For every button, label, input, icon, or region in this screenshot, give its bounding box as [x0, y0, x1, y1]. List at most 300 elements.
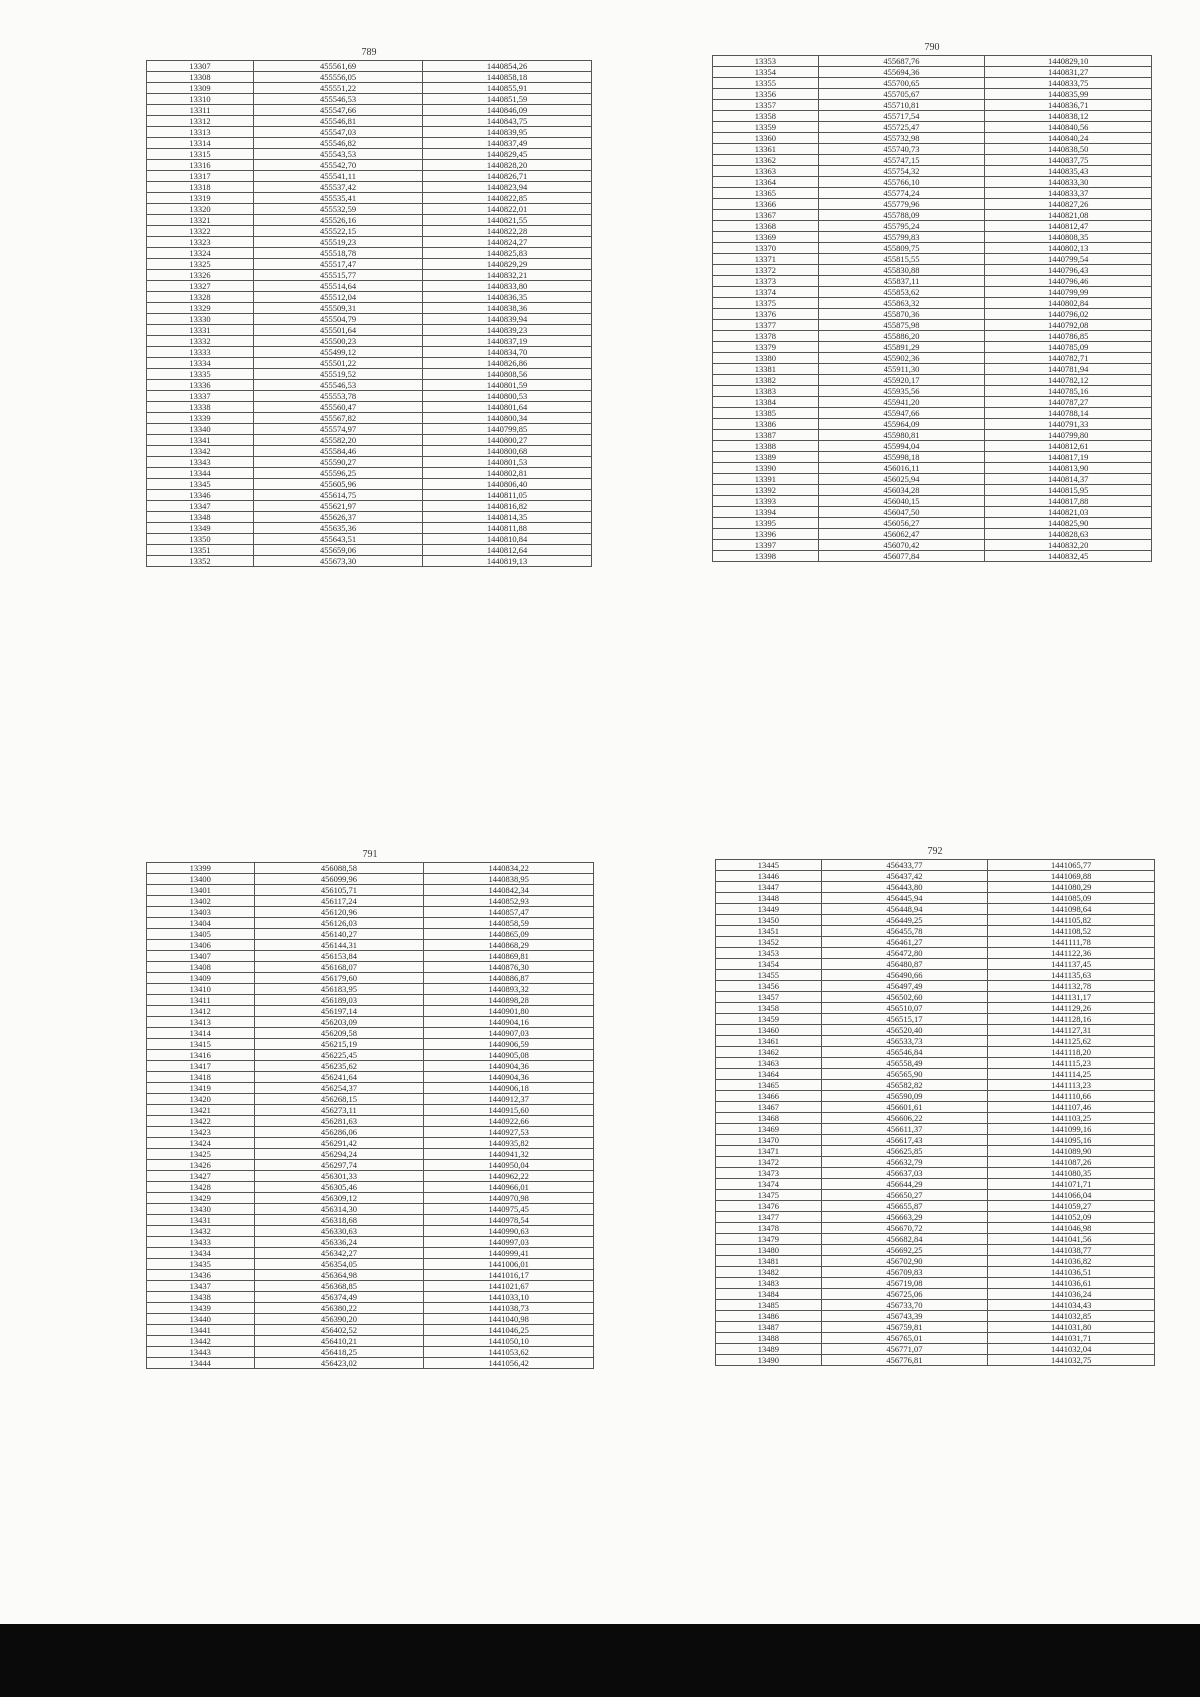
point-number-cell: 13328 [147, 292, 254, 303]
point-number-cell: 13399 [147, 863, 255, 874]
x-coordinate-cell: 455935,56 [818, 386, 985, 397]
x-coordinate-cell: 456203,09 [254, 1017, 424, 1028]
y-coordinate-cell: 1440826,86 [423, 358, 592, 369]
table-row [147, 182, 592, 193]
y-coordinate-cell: 1440823,94 [423, 182, 592, 193]
table-row [147, 259, 592, 270]
y-coordinate-cell: 1441099,16 [988, 1124, 1155, 1135]
x-coordinate-cell: 455809,75 [818, 243, 985, 254]
x-coordinate-cell: 456719,08 [821, 1278, 988, 1289]
y-coordinate-cell: 1440846,09 [423, 105, 592, 116]
point-number-cell: 13477 [716, 1212, 822, 1223]
point-number-cell: 13349 [147, 523, 254, 534]
point-number-cell: 13404 [147, 918, 255, 929]
point-number-cell: 13394 [713, 507, 819, 518]
point-number-cell: 13353 [713, 56, 819, 67]
x-coordinate-cell: 455547,66 [254, 105, 423, 116]
point-number-cell: 13406 [147, 940, 255, 951]
y-coordinate-cell: 1440941,32 [424, 1149, 594, 1160]
point-number-cell: 13418 [147, 1072, 255, 1083]
y-coordinate-cell: 1440857,47 [424, 907, 594, 918]
point-number-cell: 13330 [147, 314, 254, 325]
y-coordinate-cell: 1440817,19 [985, 452, 1152, 463]
table-row [147, 556, 592, 567]
x-coordinate-cell: 455626,37 [254, 512, 423, 523]
point-number-cell: 13411 [147, 995, 255, 1006]
y-coordinate-cell: 1440825,83 [423, 248, 592, 259]
table-row [147, 1127, 594, 1138]
x-coordinate-cell: 456215,19 [254, 1039, 424, 1050]
point-number-cell: 13462 [716, 1047, 822, 1058]
y-coordinate-cell: 1441031,80 [988, 1322, 1155, 1333]
table-row [147, 1116, 594, 1127]
table-row [147, 83, 592, 94]
table-row [716, 1223, 1155, 1234]
point-number-cell: 13313 [147, 127, 254, 138]
point-number-cell: 13422 [147, 1116, 255, 1127]
x-coordinate-cell: 455501,22 [254, 358, 423, 369]
y-coordinate-cell: 1440840,24 [985, 133, 1152, 144]
point-number-cell: 13451 [716, 926, 822, 937]
x-coordinate-cell: 456546,84 [821, 1047, 988, 1058]
y-coordinate-cell: 1441085,09 [988, 893, 1155, 904]
x-coordinate-cell: 455526,16 [254, 215, 423, 226]
y-coordinate-cell: 1440808,56 [423, 369, 592, 380]
x-coordinate-cell: 456144,31 [254, 940, 424, 951]
point-number-cell: 13352 [147, 556, 254, 567]
point-number-cell: 13435 [147, 1259, 255, 1270]
point-number-cell: 13428 [147, 1182, 255, 1193]
point-number-cell: 13467 [716, 1102, 822, 1113]
table-row [716, 1036, 1155, 1047]
y-coordinate-cell: 1441129,26 [988, 1003, 1155, 1014]
table-row [147, 1314, 594, 1325]
x-coordinate-cell: 456354,05 [254, 1259, 424, 1270]
point-number-cell: 13308 [147, 72, 254, 83]
point-number-cell: 13339 [147, 413, 254, 424]
y-coordinate-cell: 1440997,03 [424, 1237, 594, 1248]
y-coordinate-cell: 1441114,25 [988, 1069, 1155, 1080]
point-number-cell: 13307 [147, 61, 254, 72]
x-coordinate-cell: 456650,27 [821, 1190, 988, 1201]
y-coordinate-cell: 1440907,03 [424, 1028, 594, 1039]
point-number-cell: 13408 [147, 962, 255, 973]
point-number-cell: 13327 [147, 281, 254, 292]
x-coordinate-cell: 456062,47 [818, 529, 985, 540]
y-coordinate-cell: 1440782,12 [985, 375, 1152, 386]
y-coordinate-cell: 1440836,35 [423, 292, 592, 303]
x-coordinate-cell: 455994,04 [818, 441, 985, 452]
table-row [147, 336, 592, 347]
table-row [147, 896, 594, 907]
y-coordinate-cell: 1441032,85 [988, 1311, 1155, 1322]
table-row [147, 369, 592, 380]
x-coordinate-cell: 456449,25 [821, 915, 988, 926]
table-row [713, 265, 1152, 276]
table-row [716, 970, 1155, 981]
point-number-cell: 13389 [713, 452, 819, 463]
y-coordinate-cell: 1441069,88 [988, 871, 1155, 882]
point-number-cell: 13475 [716, 1190, 822, 1201]
y-coordinate-cell: 1440869,81 [424, 951, 594, 962]
point-number-cell: 13454 [716, 959, 822, 970]
y-coordinate-cell: 1441110,66 [988, 1091, 1155, 1102]
y-coordinate-cell: 1441089,90 [988, 1146, 1155, 1157]
table-row [713, 89, 1152, 100]
table-row [716, 1267, 1155, 1278]
table-row [147, 380, 592, 391]
table-row [147, 446, 592, 457]
x-coordinate-cell: 456611,37 [821, 1124, 988, 1135]
point-number-cell: 13478 [716, 1223, 822, 1234]
y-coordinate-cell: 1440812,61 [985, 441, 1152, 452]
y-coordinate-cell: 1440975,45 [424, 1204, 594, 1215]
table-row [147, 973, 594, 984]
y-coordinate-cell: 1440935,82 [424, 1138, 594, 1149]
table-row [716, 1245, 1155, 1256]
x-coordinate-cell: 456510,07 [821, 1003, 988, 1014]
x-coordinate-cell: 456056,27 [818, 518, 985, 529]
x-coordinate-cell: 455694,36 [818, 67, 985, 78]
point-number-cell: 13333 [147, 347, 254, 358]
table-row [713, 243, 1152, 254]
point-number-cell: 13487 [716, 1322, 822, 1333]
x-coordinate-cell: 456318,68 [254, 1215, 424, 1226]
table-row [713, 56, 1152, 67]
point-number-cell: 13458 [716, 1003, 822, 1014]
y-coordinate-cell: 1441065,77 [988, 860, 1155, 871]
y-coordinate-cell: 1441066,04 [988, 1190, 1155, 1201]
point-number-cell: 13356 [713, 89, 819, 100]
page-block-791 [146, 848, 594, 1369]
table-row [716, 893, 1155, 904]
y-coordinate-cell: 1440802,84 [985, 298, 1152, 309]
y-coordinate-cell: 1440905,08 [424, 1050, 594, 1061]
y-coordinate-cell: 1440950,04 [424, 1160, 594, 1171]
point-number-cell: 13449 [716, 904, 822, 915]
point-number-cell: 13375 [713, 298, 819, 309]
x-coordinate-cell: 455795,24 [818, 221, 985, 232]
y-coordinate-cell: 1440868,29 [424, 940, 594, 951]
table-row [716, 1212, 1155, 1223]
x-coordinate-cell: 456235,62 [254, 1061, 424, 1072]
x-coordinate-cell: 455532,59 [254, 204, 423, 215]
point-number-cell: 13379 [713, 342, 819, 353]
point-number-cell: 13325 [147, 259, 254, 270]
point-number-cell: 13385 [713, 408, 819, 419]
table-row [147, 1270, 594, 1281]
point-number-cell: 13434 [147, 1248, 255, 1259]
y-coordinate-cell: 1440796,43 [985, 265, 1152, 276]
x-coordinate-cell: 456047,50 [818, 507, 985, 518]
y-coordinate-cell: 1441016,17 [424, 1270, 594, 1281]
x-coordinate-cell: 456702,90 [821, 1256, 988, 1267]
y-coordinate-cell: 1440839,94 [423, 314, 592, 325]
table-row [147, 248, 592, 259]
x-coordinate-cell: 456472,80 [821, 948, 988, 959]
table-row [147, 1006, 594, 1017]
y-coordinate-cell: 1440865,09 [424, 929, 594, 940]
y-coordinate-cell: 1440854,26 [423, 61, 592, 72]
y-coordinate-cell: 1440962,22 [424, 1171, 594, 1182]
x-coordinate-cell: 455815,55 [818, 254, 985, 265]
table-row [713, 419, 1152, 430]
table-row [716, 1344, 1155, 1355]
point-number-cell: 13441 [147, 1325, 255, 1336]
table-row [147, 314, 592, 325]
coordinates-table [146, 60, 592, 567]
x-coordinate-cell: 456209,58 [254, 1028, 424, 1039]
table-row [716, 882, 1155, 893]
table-row [147, 1149, 594, 1160]
point-number-cell: 13340 [147, 424, 254, 435]
point-number-cell: 13331 [147, 325, 254, 336]
y-coordinate-cell: 1440791,33 [985, 419, 1152, 430]
page-number: 789 [361, 47, 377, 58]
scan-border [0, 1624, 1200, 1697]
point-number-cell: 13365 [713, 188, 819, 199]
table-row [713, 364, 1152, 375]
table-row [147, 116, 592, 127]
point-number-cell: 13326 [147, 270, 254, 281]
y-coordinate-cell: 1441087,26 [988, 1157, 1155, 1168]
point-number-cell: 13383 [713, 386, 819, 397]
point-number-cell: 13368 [713, 221, 819, 232]
point-number-cell: 13312 [147, 116, 254, 127]
x-coordinate-cell: 456709,83 [821, 1267, 988, 1278]
point-number-cell: 13488 [716, 1333, 822, 1344]
point-number-cell: 13452 [716, 937, 822, 948]
table-row [147, 402, 592, 413]
x-coordinate-cell: 455886,20 [818, 331, 985, 342]
x-coordinate-cell: 455643,51 [254, 534, 423, 545]
y-coordinate-cell: 1440840,56 [985, 122, 1152, 133]
table-row [716, 1080, 1155, 1091]
x-coordinate-cell: 456670,72 [821, 1223, 988, 1234]
table-row [713, 155, 1152, 166]
x-coordinate-cell: 455779,96 [818, 199, 985, 210]
table-row [716, 1190, 1155, 1201]
point-number-cell: 13370 [713, 243, 819, 254]
x-coordinate-cell: 456241,64 [254, 1072, 424, 1083]
table-row [147, 391, 592, 402]
x-coordinate-cell: 456294,24 [254, 1149, 424, 1160]
x-coordinate-cell: 456682,84 [821, 1234, 988, 1245]
x-coordinate-cell: 455517,47 [254, 259, 423, 270]
y-coordinate-cell: 1440858,18 [423, 72, 592, 83]
y-coordinate-cell: 1441034,43 [988, 1300, 1155, 1311]
table-row [147, 490, 592, 501]
table-row [713, 320, 1152, 331]
x-coordinate-cell: 456733,70 [821, 1300, 988, 1311]
point-number-cell: 13468 [716, 1113, 822, 1124]
y-coordinate-cell: 1440832,45 [985, 551, 1152, 562]
table-row [716, 1256, 1155, 1267]
x-coordinate-cell: 456601,61 [821, 1102, 988, 1113]
table-row [147, 940, 594, 951]
y-coordinate-cell: 1440843,75 [423, 116, 592, 127]
y-coordinate-cell: 1440799,54 [985, 254, 1152, 265]
point-number-cell: 13466 [716, 1091, 822, 1102]
table-row [716, 860, 1155, 871]
point-number-cell: 13483 [716, 1278, 822, 1289]
table-row [147, 1325, 594, 1336]
point-number-cell: 13401 [147, 885, 255, 896]
y-coordinate-cell: 1441080,35 [988, 1168, 1155, 1179]
coordinates-table [146, 862, 594, 1369]
x-coordinate-cell: 455546,81 [254, 116, 423, 127]
x-coordinate-cell: 456364,98 [254, 1270, 424, 1281]
x-coordinate-cell: 456189,03 [254, 995, 424, 1006]
table-row [716, 1278, 1155, 1289]
y-coordinate-cell: 1440827,26 [985, 199, 1152, 210]
point-number-cell: 13376 [713, 309, 819, 320]
x-coordinate-cell: 455546,53 [254, 94, 423, 105]
table-row [147, 1347, 594, 1358]
x-coordinate-cell: 456663,29 [821, 1212, 988, 1223]
table-row [147, 1138, 594, 1149]
x-coordinate-cell: 455687,76 [818, 56, 985, 67]
table-row [147, 413, 592, 424]
x-coordinate-cell: 455725,47 [818, 122, 985, 133]
point-number-cell: 13472 [716, 1157, 822, 1168]
point-number-cell: 13461 [716, 1036, 822, 1047]
x-coordinate-cell: 456374,49 [254, 1292, 424, 1303]
point-number-cell: 13359 [713, 122, 819, 133]
coordinates-table [715, 859, 1155, 1366]
x-coordinate-cell: 455504,79 [254, 314, 423, 325]
y-coordinate-cell: 1440811,05 [423, 490, 592, 501]
x-coordinate-cell: 456297,74 [254, 1160, 424, 1171]
table-row [147, 512, 592, 523]
point-number-cell: 13350 [147, 534, 254, 545]
y-coordinate-cell: 1440796,02 [985, 309, 1152, 320]
table-row [147, 1061, 594, 1072]
x-coordinate-cell: 456655,87 [821, 1201, 988, 1212]
table-row [147, 1303, 594, 1314]
y-coordinate-cell: 1440799,99 [985, 287, 1152, 298]
x-coordinate-cell: 456625,85 [821, 1146, 988, 1157]
x-coordinate-cell: 455499,12 [254, 347, 423, 358]
x-coordinate-cell: 455514,64 [254, 281, 423, 292]
x-coordinate-cell: 455537,42 [254, 182, 423, 193]
point-number-cell: 13374 [713, 287, 819, 298]
table-row [147, 1039, 594, 1050]
y-coordinate-cell: 1441108,52 [988, 926, 1155, 937]
y-coordinate-cell: 1441131,17 [988, 992, 1155, 1003]
table-row [716, 1091, 1155, 1102]
table-row [716, 1124, 1155, 1135]
table-row [147, 1028, 594, 1039]
point-number-cell: 13362 [713, 155, 819, 166]
x-coordinate-cell: 455875,98 [818, 320, 985, 331]
x-coordinate-cell: 455920,17 [818, 375, 985, 386]
y-coordinate-cell: 1440802,81 [423, 468, 592, 479]
point-number-cell: 13460 [716, 1025, 822, 1036]
table-row [147, 907, 594, 918]
table-row [713, 78, 1152, 89]
table-row [147, 435, 592, 446]
y-coordinate-cell: 1441122,36 [988, 948, 1155, 959]
y-coordinate-cell: 1440826,71 [423, 171, 592, 182]
page-block-790 [712, 41, 1152, 562]
table-row [713, 474, 1152, 485]
x-coordinate-cell: 456268,15 [254, 1094, 424, 1105]
y-coordinate-cell: 1441111,78 [988, 937, 1155, 948]
x-coordinate-cell: 455964,09 [818, 419, 985, 430]
table-row [713, 199, 1152, 210]
point-number-cell: 13413 [147, 1017, 255, 1028]
x-coordinate-cell: 455501,64 [254, 325, 423, 336]
table-row [147, 1248, 594, 1259]
point-number-cell: 13440 [147, 1314, 255, 1325]
x-coordinate-cell: 455547,03 [254, 127, 423, 138]
x-coordinate-cell: 456153,84 [254, 951, 424, 962]
point-number-cell: 13463 [716, 1058, 822, 1069]
y-coordinate-cell: 1441071,71 [988, 1179, 1155, 1190]
point-number-cell: 13405 [147, 929, 255, 940]
y-coordinate-cell: 1440835,43 [985, 166, 1152, 177]
point-number-cell: 13465 [716, 1080, 822, 1091]
x-coordinate-cell: 456314,30 [254, 1204, 424, 1215]
x-coordinate-cell: 455546,53 [254, 380, 423, 391]
y-coordinate-cell: 1440876,30 [424, 962, 594, 973]
table-row [147, 1237, 594, 1248]
x-coordinate-cell: 456126,03 [254, 918, 424, 929]
y-coordinate-cell: 1440838,12 [985, 111, 1152, 122]
table-row [713, 133, 1152, 144]
point-number-cell: 13436 [147, 1270, 255, 1281]
y-coordinate-cell: 1440836,71 [985, 100, 1152, 111]
table-row [713, 518, 1152, 529]
point-number-cell: 13360 [713, 133, 819, 144]
y-coordinate-cell: 1441059,27 [988, 1201, 1155, 1212]
x-coordinate-cell: 456034,28 [818, 485, 985, 496]
x-coordinate-cell: 455747,15 [818, 155, 985, 166]
y-coordinate-cell: 1440799,80 [985, 430, 1152, 441]
x-coordinate-cell: 455853,62 [818, 287, 985, 298]
table-row [147, 1204, 594, 1215]
point-number-cell: 13479 [716, 1234, 822, 1245]
y-coordinate-cell: 1440815,95 [985, 485, 1152, 496]
table-row [713, 210, 1152, 221]
table-row [716, 1146, 1155, 1157]
point-number-cell: 13414 [147, 1028, 255, 1039]
x-coordinate-cell: 455902,36 [818, 353, 985, 364]
y-coordinate-cell: 1440814,35 [423, 512, 592, 523]
table-row [147, 918, 594, 929]
x-coordinate-cell: 455659,06 [254, 545, 423, 556]
x-coordinate-cell: 455614,75 [254, 490, 423, 501]
point-number-cell: 13380 [713, 353, 819, 364]
y-coordinate-cell: 1440810,84 [423, 534, 592, 545]
point-number-cell: 13343 [147, 457, 254, 468]
x-coordinate-cell: 456168,07 [254, 962, 424, 973]
table-row [147, 138, 592, 149]
point-number-cell: 13420 [147, 1094, 255, 1105]
x-coordinate-cell: 456225,45 [254, 1050, 424, 1061]
table-row [713, 232, 1152, 243]
point-number-cell: 13410 [147, 984, 255, 995]
x-coordinate-cell: 456771,07 [821, 1344, 988, 1355]
point-number-cell: 13341 [147, 435, 254, 446]
point-number-cell: 13388 [713, 441, 819, 452]
y-coordinate-cell: 1440812,64 [423, 545, 592, 556]
x-coordinate-cell: 456140,27 [254, 929, 424, 940]
y-coordinate-cell: 1440787,27 [985, 397, 1152, 408]
y-coordinate-cell: 1441052,09 [988, 1212, 1155, 1223]
y-coordinate-cell: 1440966,01 [424, 1182, 594, 1193]
